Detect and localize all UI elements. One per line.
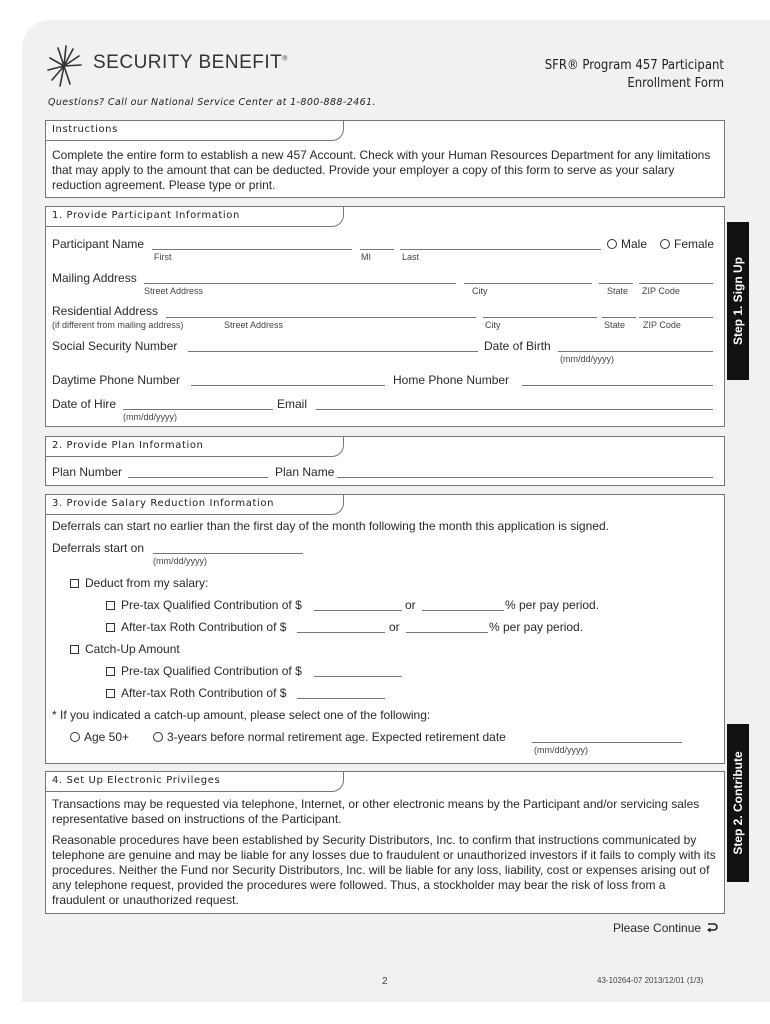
ssn-label: Social Security Number xyxy=(52,339,178,353)
salary-reduction-section xyxy=(45,494,725,764)
catchup-pretax-checkbox[interactable] xyxy=(106,667,115,676)
pretax-option[interactable]: Pre-tax Qualified Contribution of $ xyxy=(106,598,302,612)
retirement-format-caption: (mm/dd/yyyy) xyxy=(534,745,588,755)
privileges-paragraph-2: Reasonable procedures have been established by Security Distributors, Inc. to confirm that instructions communicated by telephone are genuine and may be liable for any losses due to fraudulent or unauthorized investors if it fails to comply with its procedures. Neither the Fund nor Security Distributors, Inc. will be liable for any loss, liability, cost or expenses arising out of any telephone request, provided the procedures were followed. Thus, a stockholder may bear the risk of loss from a fraudulent or unauthorized request. xyxy=(52,833,716,907)
zip-caption: ZIP Code xyxy=(642,286,680,296)
participant-info-section xyxy=(45,206,725,427)
first-name-field[interactable] xyxy=(152,249,352,250)
catchup-pretax-amount-field[interactable] xyxy=(314,676,402,677)
pretax-amount-field[interactable] xyxy=(314,610,402,611)
mi-caption: MI xyxy=(361,252,371,262)
or-label: or xyxy=(405,598,416,612)
per-pay-label: % per pay period. xyxy=(505,598,600,612)
zip-caption: ZIP Code xyxy=(643,320,681,330)
step2-label: Step 2. Contribute xyxy=(731,751,745,855)
step1-side-tab xyxy=(727,222,749,380)
dob-format-caption: (mm/dd/yyyy) xyxy=(560,354,614,364)
dob-label: Date of Birth xyxy=(484,339,551,353)
catchup-checkbox[interactable] xyxy=(70,645,79,654)
section1-title: 1. Provide Participant Information xyxy=(52,210,240,221)
residential-street-field[interactable] xyxy=(166,317,476,318)
middle-initial-field[interactable] xyxy=(360,249,394,250)
age50-option[interactable]: Age 50+ xyxy=(70,730,129,744)
deferrals-intro: Deferrals can start no earlier than the first day of the month following the month this application is signed. xyxy=(52,519,609,533)
mailing-zip-field[interactable] xyxy=(639,283,713,284)
home-phone-field[interactable] xyxy=(522,385,713,386)
plan-name-field[interactable] xyxy=(337,477,713,478)
step1-label: Step 1. Sign Up xyxy=(731,256,745,346)
section-tab xyxy=(46,121,344,141)
aftertax-amount-field[interactable] xyxy=(297,632,385,633)
security-benefit-logo-icon xyxy=(46,44,82,88)
hire-format-caption: (mm/dd/yyyy) xyxy=(123,412,177,422)
form-title-line1: SFR® Program 457 Participant xyxy=(544,58,724,73)
pretax-checkbox[interactable] xyxy=(106,601,115,610)
city-caption: City xyxy=(485,320,501,330)
instructions-title: Instructions xyxy=(52,124,118,135)
catchup-aftertax-option[interactable]: After-tax Roth Contribution of $ xyxy=(106,686,286,700)
form-title xyxy=(545,57,724,93)
section-tab xyxy=(46,495,344,515)
brand-name: SECURITY BENEFIT® xyxy=(93,52,288,73)
mailing-street-field[interactable] xyxy=(144,283,456,284)
street-caption: Street Address xyxy=(144,286,204,296)
plan-info-section xyxy=(45,436,725,486)
section4-title: 4. Set Up Electronic Privileges xyxy=(52,775,221,786)
last-name-field[interactable] xyxy=(400,249,601,250)
three-years-option[interactable]: 3-years before normal retirement age. Expected retirement date xyxy=(153,730,506,744)
catchup-pretax-option[interactable]: Pre-tax Qualified Contribution of $ xyxy=(106,664,302,678)
questions-line: Questions? Call our National Service Center at 1-800-888-2461. xyxy=(48,97,376,108)
three-years-radio[interactable] xyxy=(153,732,163,742)
retirement-date-field[interactable] xyxy=(532,742,682,743)
aftertax-checkbox[interactable] xyxy=(106,623,115,632)
instructions-text: Complete the entire form to establish a new 457 Account. Check with your Human Resources Department for any limitations that may apply to the amount that can be deducted. Provide your employer a copy of this form to serve as your salary reduction agreement. Please type or print. xyxy=(52,148,711,192)
home-phone-label: Home Phone Number xyxy=(393,373,510,387)
city-caption: City xyxy=(472,286,488,296)
last-caption: Last xyxy=(402,252,420,262)
daytime-phone-label: Daytime Phone Number xyxy=(52,373,181,387)
deduct-checkbox[interactable] xyxy=(70,579,79,588)
per-pay-label: % per pay period. xyxy=(489,620,584,634)
date-of-hire-label: Date of Hire xyxy=(52,397,117,411)
if-different-caption: (if different from mailing address) xyxy=(52,320,184,330)
or-label: or xyxy=(389,620,400,634)
mailing-city-field[interactable] xyxy=(464,283,592,284)
gender-female-option[interactable]: Female xyxy=(660,237,714,251)
deduct-option[interactable]: Deduct from my salary: xyxy=(70,576,208,590)
section-tab xyxy=(46,772,344,792)
form-code: 43-10264-07 2013/12/01 (1/3) xyxy=(597,976,704,985)
plan-number-label: Plan Number xyxy=(52,465,123,479)
form-title-line2: Enrollment Form xyxy=(627,76,724,91)
email-label: Email xyxy=(277,397,308,411)
plan-number-field[interactable] xyxy=(128,477,268,478)
street-caption: Street Address xyxy=(224,320,284,330)
aftertax-percent-field[interactable] xyxy=(406,632,488,633)
deferrals-format-caption: (mm/dd/yyyy) xyxy=(153,556,207,566)
electronic-privileges-section xyxy=(45,771,725,914)
first-caption: First xyxy=(154,252,172,262)
plan-name-label: Plan Name xyxy=(275,465,335,479)
please-continue: Please Continue xyxy=(613,921,718,935)
pretax-percent-field[interactable] xyxy=(422,610,504,611)
section-tab xyxy=(46,437,344,457)
catchup-option[interactable]: Catch-Up Amount xyxy=(70,642,180,656)
arrow-return-icon xyxy=(706,922,718,933)
step2-side-tab xyxy=(727,724,749,882)
ssn-field[interactable] xyxy=(188,351,478,352)
section-tab xyxy=(46,207,344,227)
residential-address-label: Residential Address xyxy=(52,304,159,318)
section2-title: 2. Provide Plan Information xyxy=(52,440,204,451)
page-number: 2 xyxy=(382,976,388,987)
catchup-note: * If you indicated a catch-up amount, please select one of the following: xyxy=(52,708,431,722)
email-field[interactable] xyxy=(316,409,713,410)
deferrals-start-field[interactable] xyxy=(153,553,303,554)
aftertax-option[interactable]: After-tax Roth Contribution of $ xyxy=(106,620,286,634)
deferrals-start-label: Deferrals start on xyxy=(52,541,145,555)
catchup-aftertax-amount-field[interactable] xyxy=(297,698,385,699)
state-caption: State xyxy=(607,286,629,296)
date-of-hire-field[interactable] xyxy=(123,409,273,410)
female-radio[interactable] xyxy=(660,239,670,249)
privileges-paragraph-1: Transactions may be requested via telephone, Internet, or other electronic means by the Participant and/or servicing sales representative based on instructions of the Participant. xyxy=(52,797,700,826)
residential-zip-field[interactable] xyxy=(639,317,713,318)
section3-title: 3. Provide Salary Reduction Information xyxy=(52,498,275,509)
daytime-phone-field[interactable] xyxy=(191,385,385,386)
mailing-address-label: Mailing Address xyxy=(52,271,137,285)
state-caption: State xyxy=(604,320,626,330)
mailing-state-field[interactable] xyxy=(599,283,633,284)
residential-city-field[interactable] xyxy=(483,317,597,318)
participant-name-label: Participant Name xyxy=(52,237,145,251)
age50-radio[interactable] xyxy=(70,732,80,742)
residential-state-field[interactable] xyxy=(602,317,636,318)
instructions-section xyxy=(45,120,725,198)
gender-male-option[interactable]: Male xyxy=(607,237,647,251)
catchup-aftertax-checkbox[interactable] xyxy=(106,689,115,698)
male-radio[interactable] xyxy=(607,239,617,249)
dob-field[interactable] xyxy=(558,351,713,352)
